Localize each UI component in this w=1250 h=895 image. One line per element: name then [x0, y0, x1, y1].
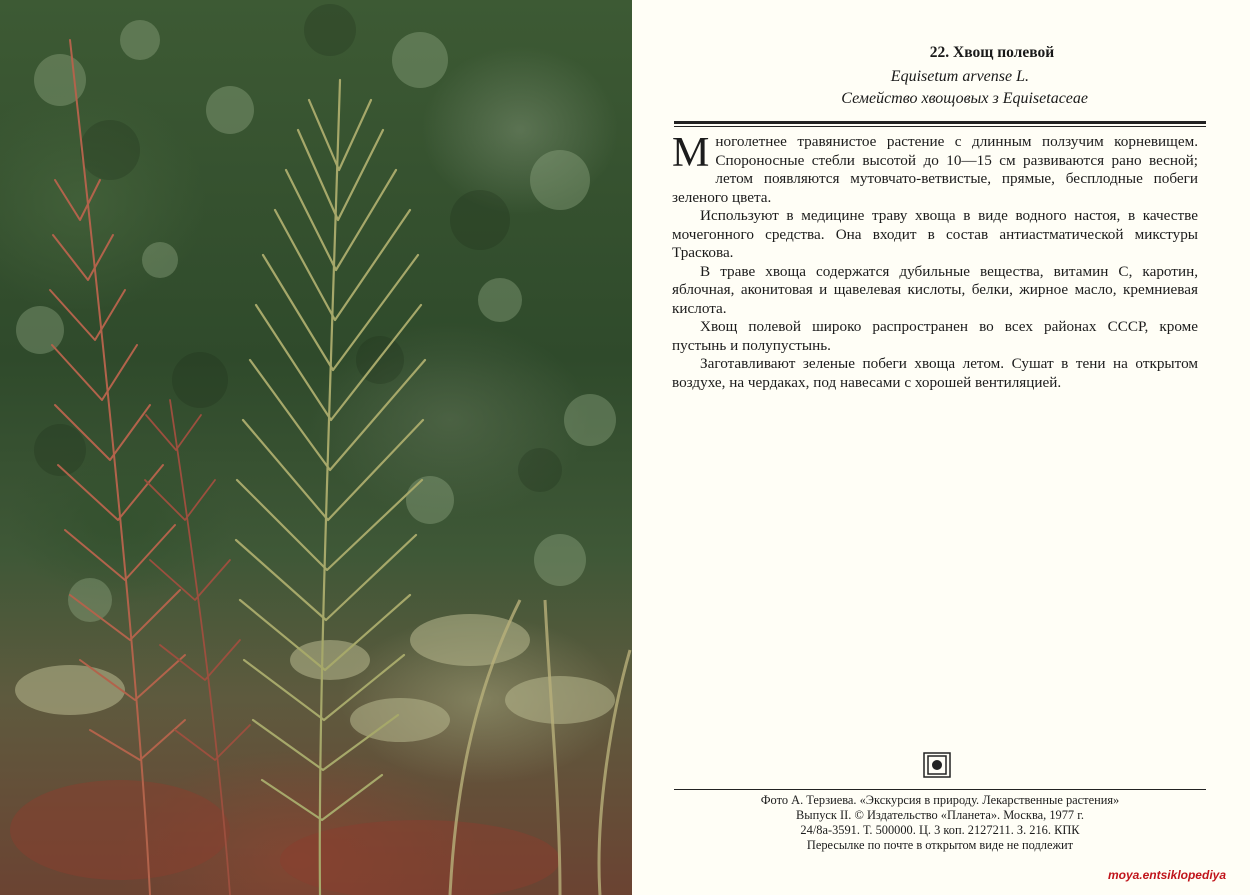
drop-cap: М [672, 130, 710, 176]
latin-name: Equisetum arvense L. [890, 68, 1029, 85]
description-panel [632, 0, 1250, 895]
imprint-line: Выпуск II. © Издательство «Планета». Москва, 1977 г. [795, 808, 1084, 822]
publisher-logo-icon [923, 752, 951, 778]
header-rule-thick [674, 121, 1206, 124]
paragraph: Используют в медицине траву хвоща в виде водного настоя, в качестве мочегонного средства. Она входит в состав антиастматической микстуры Траскова. [672, 207, 1198, 261]
imprint-line: 24/8а-3591. Т. 500000. Ц. 3 коп. 2127211. З. 216. КПК [800, 823, 1080, 837]
header-rule-thin [674, 126, 1206, 127]
paragraph: Многолетнее травянистое растение с длинным ползучим корневищем. Спороносные стебли высотой до 10—15 см развиваются рано весной; летом появляются мутовчато-ветвистые, прямые, бесплодные побеги зеленого цвета. [672, 130, 1198, 206]
imprint-rule [674, 789, 1206, 790]
plant-title: 22. Хвощ полевой [929, 44, 1055, 61]
watermark: moya.entsiklopediya [1107, 868, 1226, 882]
imprint-line: Фото А. Терзиева. «Экскурсия в природу. Лекарственные растения» [760, 793, 1120, 807]
paragraph: В траве хвоща содержатся дубильные вещества, витамин С, каротин, яблочная, аконитовая и щавелевая кислоты, белки, жирное масло, кремниевая кислота. [672, 262, 1198, 317]
imprint [652, 793, 1228, 853]
plant-family: Семейство хвощовых з Equisetaceae [841, 90, 1088, 107]
paragraph: Хвощ полевой широко распространен во всех районах СССР, кроме пустынь и полупустынь. [672, 318, 1198, 354]
description-text [672, 130, 1198, 392]
paragraph: Заготавливают зеленые побеги хвоща летом. Сушат в тени на открытом воздухе, на чердаках, под навесами с хорошей вентиляцией. [672, 355, 1198, 391]
imprint-line: Пересылке по почте в открытом виде не подлежит [806, 838, 1074, 852]
